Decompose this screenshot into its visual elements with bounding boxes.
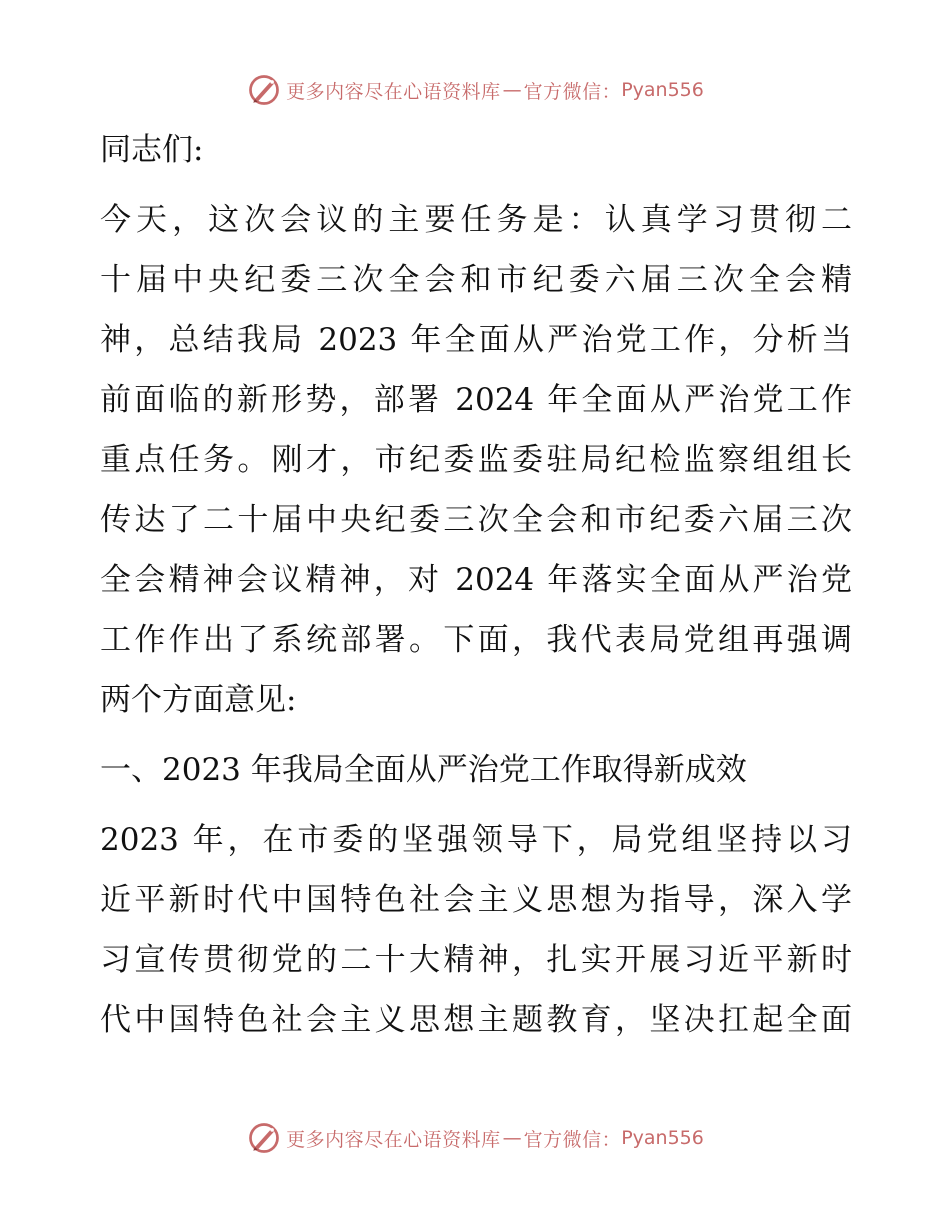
paragraph-line: 前面临的新形势，部署 2024 年全面从严治党工作 <box>100 382 852 418</box>
pen-logo-icon <box>246 1120 282 1156</box>
salutation: 同志们: <box>100 132 204 168</box>
paragraph-line: 传达了二十届中央纪委三次全会和市纪委六届三次 <box>100 502 852 538</box>
paragraph-gap <box>100 180 852 190</box>
watermark-label: 官方微信： <box>523 1128 622 1151</box>
pen-logo-icon <box>246 72 282 108</box>
paragraph-gap <box>100 730 852 740</box>
paragraph-gap <box>100 800 852 810</box>
paragraph-line: 全会精神会议精神，对 2024 年落实全面从严治党 <box>100 562 852 598</box>
watermark-separator: — <box>502 79 522 101</box>
paragraph-line: 代中国特色社会主义思想主题教育，坚决扛起全面 <box>100 1002 852 1038</box>
watermark-handle: Pyan556 <box>621 79 704 101</box>
watermark-site: 更多内容尽在心语资料库 <box>286 80 501 103</box>
watermark-label: 官方微信： <box>523 80 622 103</box>
paragraph-line: 重点任务。刚才，市纪委监委驻局纪检监察组组长 <box>100 442 852 478</box>
section-heading: 一、2023 年我局全面从严治党工作取得新成效 <box>100 752 747 788</box>
watermark-separator: — <box>502 1127 522 1149</box>
watermark-site: 更多内容尽在心语资料库 <box>286 1128 501 1151</box>
paragraph-2 <box>100 810 852 1050</box>
document-body <box>100 120 852 1050</box>
header-watermark <box>0 68 950 112</box>
watermark-handle: Pyan556 <box>621 1127 704 1149</box>
paragraph-line: 今天，这次会议的主要任务是：认真学习贯彻二 <box>100 202 852 238</box>
footer-watermark <box>0 1116 950 1160</box>
paragraph-line: 2023 年，在市委的坚强领导下，局党组坚持以习 <box>100 822 852 858</box>
paragraph-line: 十届中央纪委三次全会和市纪委六届三次全会精 <box>100 262 852 298</box>
paragraph-line: 两个方面意见: <box>100 682 297 718</box>
paragraph-line: 近平新时代中国特色社会主义思想为指导，深入学 <box>100 882 852 918</box>
paragraph-1 <box>100 190 852 730</box>
paragraph-line: 神，总结我局 2023 年全面从严治党工作，分析当 <box>100 322 852 358</box>
paragraph-line: 习宣传贯彻党的二十大精神，扎实开展习近平新时 <box>100 942 852 978</box>
paragraph-line: 工作作出了系统部署。下面，我代表局党组再强调 <box>100 622 852 658</box>
